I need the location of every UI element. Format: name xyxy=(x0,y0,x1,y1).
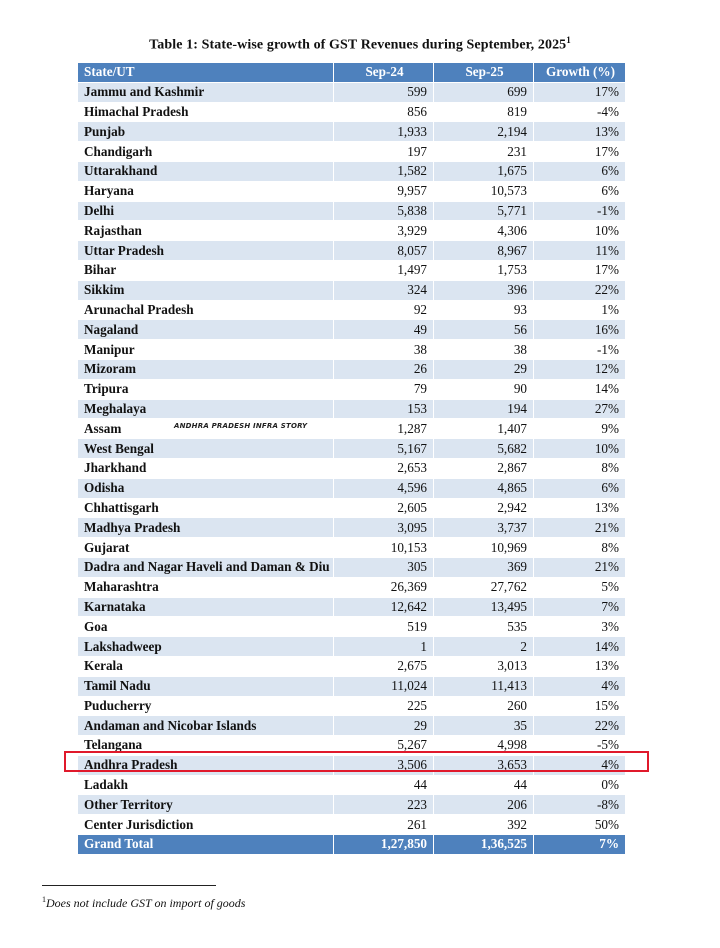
sep-24-cell: 2,675 xyxy=(334,656,434,676)
growth-cell: 17% xyxy=(534,260,626,280)
state-cell: Delhi xyxy=(78,201,334,221)
table-row xyxy=(78,142,626,162)
table-row xyxy=(78,320,626,340)
state-cell: Maharashtra xyxy=(78,577,334,597)
state-cell: Lakshadweep xyxy=(78,637,334,657)
state-cell: Ladakh xyxy=(78,775,334,795)
sep-25-cell: 35 xyxy=(434,716,534,736)
sep-25-cell: 11,413 xyxy=(434,676,534,696)
table-row xyxy=(78,399,626,419)
state-cell: Telangana xyxy=(78,736,334,756)
andhra-pradesh-highlight-box xyxy=(64,751,649,772)
grand-total-sep-24: 1,27,850 xyxy=(334,835,434,855)
sep-24-cell: 12,642 xyxy=(334,597,434,617)
growth-cell: 0% xyxy=(534,775,626,795)
table-row xyxy=(78,300,626,320)
table-row xyxy=(78,676,626,696)
growth-cell: -1% xyxy=(534,201,626,221)
table-row xyxy=(78,478,626,498)
sep-24-cell: 1,497 xyxy=(334,260,434,280)
table-row xyxy=(78,280,626,300)
state-cell: Haryana xyxy=(78,181,334,201)
growth-cell: 16% xyxy=(534,320,626,340)
growth-cell: 13% xyxy=(534,122,626,142)
sep-24-cell: 1 xyxy=(334,637,434,657)
growth-cell: 10% xyxy=(534,439,626,459)
sep-24-cell: 79 xyxy=(334,379,434,399)
sep-24-cell: 5,838 xyxy=(334,201,434,221)
growth-cell: 4% xyxy=(534,676,626,696)
table-body xyxy=(78,82,626,834)
grand-total-growth: 7% xyxy=(534,835,626,855)
state-cell: Dadra and Nagar Haveli and Daman & Diu xyxy=(78,557,334,577)
header-growth: Growth (%) xyxy=(534,63,626,83)
header-sep-24: Sep-24 xyxy=(334,63,434,83)
state-cell: Jammu and Kashmir xyxy=(78,82,334,102)
table-row xyxy=(78,359,626,379)
sep-25-cell: 56 xyxy=(434,320,534,340)
sep-25-cell: 260 xyxy=(434,696,534,716)
state-cell: Bihar xyxy=(78,260,334,280)
sep-25-cell: 44 xyxy=(434,775,534,795)
footnote xyxy=(42,895,245,911)
growth-cell: 5% xyxy=(534,577,626,597)
sep-24-cell: 2,653 xyxy=(334,458,434,478)
growth-cell: 22% xyxy=(534,280,626,300)
sep-25-cell: 3,013 xyxy=(434,656,534,676)
table-row xyxy=(78,696,626,716)
sep-24-cell: 856 xyxy=(334,102,434,122)
sep-24-cell: 153 xyxy=(334,399,434,419)
sep-25-cell: 2,942 xyxy=(434,498,534,518)
sep-24-cell: 3,095 xyxy=(334,518,434,538)
state-cell: Tripura xyxy=(78,379,334,399)
growth-cell: 13% xyxy=(534,498,626,518)
table-row xyxy=(78,102,626,122)
state-cell: Arunachal Pradesh xyxy=(78,300,334,320)
table-row xyxy=(78,637,626,657)
sep-25-cell: 396 xyxy=(434,280,534,300)
growth-cell: -5% xyxy=(534,736,626,756)
state-cell: Other Territory xyxy=(78,795,334,815)
table-row xyxy=(78,439,626,459)
growth-cell: 8% xyxy=(534,458,626,478)
watermark-text: ANDHRA PRADESH INFRA STORY xyxy=(174,422,308,430)
growth-cell: 6% xyxy=(534,181,626,201)
gst-revenue-table xyxy=(77,62,626,855)
grand-total-label: Grand Total xyxy=(78,835,334,855)
footnote-marker: 1 xyxy=(42,895,46,904)
sep-25-cell: 1,407 xyxy=(434,419,534,439)
table-row xyxy=(78,538,626,558)
sep-25-cell: 93 xyxy=(434,300,534,320)
state-cell: Sikkim xyxy=(78,280,334,300)
state-cell: Punjab xyxy=(78,122,334,142)
growth-cell: 1% xyxy=(534,300,626,320)
state-cell: Puducherry xyxy=(78,696,334,716)
sep-25-cell: 5,682 xyxy=(434,439,534,459)
growth-cell: 4% xyxy=(534,755,626,775)
state-cell: Karnataka xyxy=(78,597,334,617)
sep-24-cell: 1,582 xyxy=(334,161,434,181)
sep-24-cell: 1,287 xyxy=(334,419,434,439)
state-cell: Uttar Pradesh xyxy=(78,241,334,261)
sep-25-cell: 38 xyxy=(434,340,534,360)
state-cell: Nagaland xyxy=(78,320,334,340)
grand-total-row xyxy=(78,835,626,855)
growth-cell: -4% xyxy=(534,102,626,122)
table-row xyxy=(78,419,626,439)
sep-24-cell: 223 xyxy=(334,795,434,815)
sep-24-cell: 44 xyxy=(334,775,434,795)
table-row xyxy=(78,795,626,815)
sep-25-cell: 1,675 xyxy=(434,161,534,181)
state-cell: Manipur xyxy=(78,340,334,360)
growth-cell: 6% xyxy=(534,478,626,498)
table-row xyxy=(78,656,626,676)
sep-25-cell: 4,865 xyxy=(434,478,534,498)
sep-25-cell: 29 xyxy=(434,359,534,379)
growth-cell: 6% xyxy=(534,161,626,181)
title-footnote-marker: 1 xyxy=(566,35,571,45)
growth-cell: 14% xyxy=(534,379,626,399)
sep-24-cell: 1,933 xyxy=(334,122,434,142)
sep-25-cell: 699 xyxy=(434,82,534,102)
state-cell: Mizoram xyxy=(78,359,334,379)
table-row xyxy=(78,617,626,637)
table-row xyxy=(78,122,626,142)
state-cell: Gujarat xyxy=(78,538,334,558)
footnote-divider xyxy=(42,885,216,886)
sep-25-cell: 27,762 xyxy=(434,577,534,597)
sep-24-cell: 10,153 xyxy=(334,538,434,558)
state-cell: Chhattisgarh xyxy=(78,498,334,518)
growth-cell: 11% xyxy=(534,241,626,261)
header-sep-25: Sep-25 xyxy=(434,63,534,83)
sep-25-cell: 206 xyxy=(434,795,534,815)
sep-24-cell: 305 xyxy=(334,557,434,577)
growth-cell: 7% xyxy=(534,597,626,617)
sep-24-cell: 519 xyxy=(334,617,434,637)
footnote-text: Does not include GST on import of goods xyxy=(46,896,246,910)
table-row xyxy=(78,518,626,538)
sep-25-cell: 3,737 xyxy=(434,518,534,538)
table-row xyxy=(78,340,626,360)
sep-24-cell: 3,506 xyxy=(334,755,434,775)
sep-25-cell: 8,967 xyxy=(434,241,534,261)
table-row xyxy=(78,161,626,181)
sep-24-cell: 26 xyxy=(334,359,434,379)
state-cell: Madhya Pradesh xyxy=(78,518,334,538)
state-cell: Jharkhand xyxy=(78,458,334,478)
state-cell: Andaman and Nicobar Islands xyxy=(78,716,334,736)
state-cell: Uttarakhand xyxy=(78,161,334,181)
table-row xyxy=(78,577,626,597)
table-row xyxy=(78,815,626,835)
sep-24-cell: 599 xyxy=(334,82,434,102)
sep-25-cell: 4,306 xyxy=(434,221,534,241)
table-row xyxy=(78,181,626,201)
table-row xyxy=(78,379,626,399)
state-cell: Tamil Nadu xyxy=(78,676,334,696)
header-state-ut: State/UT xyxy=(78,63,334,83)
growth-cell: 14% xyxy=(534,637,626,657)
sep-25-cell: 90 xyxy=(434,379,534,399)
sep-25-cell: 13,495 xyxy=(434,597,534,617)
sep-24-cell: 49 xyxy=(334,320,434,340)
growth-cell: -1% xyxy=(534,340,626,360)
growth-cell: -8% xyxy=(534,795,626,815)
table-row xyxy=(78,458,626,478)
sep-24-cell: 324 xyxy=(334,280,434,300)
growth-cell: 9% xyxy=(534,419,626,439)
sep-25-cell: 392 xyxy=(434,815,534,835)
sep-24-cell: 3,929 xyxy=(334,221,434,241)
growth-cell: 3% xyxy=(534,617,626,637)
table-row xyxy=(78,201,626,221)
sep-25-cell: 819 xyxy=(434,102,534,122)
sep-24-cell: 5,267 xyxy=(334,736,434,756)
sep-24-cell: 5,167 xyxy=(334,439,434,459)
table-row xyxy=(78,241,626,261)
sep-24-cell: 261 xyxy=(334,815,434,835)
sep-25-cell: 10,573 xyxy=(434,181,534,201)
state-cell: Odisha xyxy=(78,478,334,498)
sep-25-cell: 231 xyxy=(434,142,534,162)
table-header-row xyxy=(78,63,626,83)
table-row xyxy=(78,775,626,795)
growth-cell: 15% xyxy=(534,696,626,716)
sep-25-cell: 4,998 xyxy=(434,736,534,756)
sep-24-cell: 225 xyxy=(334,696,434,716)
state-cell: Andhra Pradesh xyxy=(78,755,334,775)
growth-cell: 27% xyxy=(534,399,626,419)
state-cell: Chandigarh xyxy=(78,142,334,162)
sep-24-cell: 2,605 xyxy=(334,498,434,518)
sep-25-cell: 5,771 xyxy=(434,201,534,221)
sep-24-cell: 26,369 xyxy=(334,577,434,597)
sep-25-cell: 10,969 xyxy=(434,538,534,558)
table-row xyxy=(78,557,626,577)
table-title-text: Table 1: State-wise growth of GST Revenues during September, 2025 xyxy=(149,37,567,53)
growth-cell: 17% xyxy=(534,82,626,102)
sep-25-cell: 3,653 xyxy=(434,755,534,775)
state-cell: Rajasthan xyxy=(78,221,334,241)
growth-cell: 21% xyxy=(534,518,626,538)
state-cell: Kerala xyxy=(78,656,334,676)
table-row xyxy=(78,597,626,617)
sep-25-cell: 2 xyxy=(434,637,534,657)
growth-cell: 22% xyxy=(534,716,626,736)
growth-cell: 8% xyxy=(534,538,626,558)
growth-cell: 13% xyxy=(534,656,626,676)
sep-25-cell: 2,194 xyxy=(434,122,534,142)
state-cell: Meghalaya xyxy=(78,399,334,419)
sep-24-cell: 92 xyxy=(334,300,434,320)
sep-24-cell: 8,057 xyxy=(334,241,434,261)
sep-24-cell: 4,596 xyxy=(334,478,434,498)
table-row xyxy=(78,82,626,102)
sep-25-cell: 2,867 xyxy=(434,458,534,478)
sep-25-cell: 369 xyxy=(434,557,534,577)
sep-24-cell: 9,957 xyxy=(334,181,434,201)
sep-24-cell: 197 xyxy=(334,142,434,162)
state-cell: Assam xyxy=(78,419,334,439)
growth-cell: 10% xyxy=(534,221,626,241)
sep-24-cell: 29 xyxy=(334,716,434,736)
growth-cell: 50% xyxy=(534,815,626,835)
table-row xyxy=(78,498,626,518)
growth-cell: 21% xyxy=(534,557,626,577)
sep-25-cell: 194 xyxy=(434,399,534,419)
table-title xyxy=(0,35,720,54)
state-cell: Center Jurisdiction xyxy=(78,815,334,835)
sep-24-cell: 38 xyxy=(334,340,434,360)
sep-25-cell: 1,753 xyxy=(434,260,534,280)
growth-cell: 12% xyxy=(534,359,626,379)
sep-25-cell: 535 xyxy=(434,617,534,637)
table-row xyxy=(78,260,626,280)
state-cell: West Bengal xyxy=(78,439,334,459)
state-cell: Himachal Pradesh xyxy=(78,102,334,122)
growth-cell: 17% xyxy=(534,142,626,162)
sep-24-cell: 11,024 xyxy=(334,676,434,696)
grand-total-sep-25: 1,36,525 xyxy=(434,835,534,855)
table-row xyxy=(78,221,626,241)
state-cell: Goa xyxy=(78,617,334,637)
table-row xyxy=(78,716,626,736)
